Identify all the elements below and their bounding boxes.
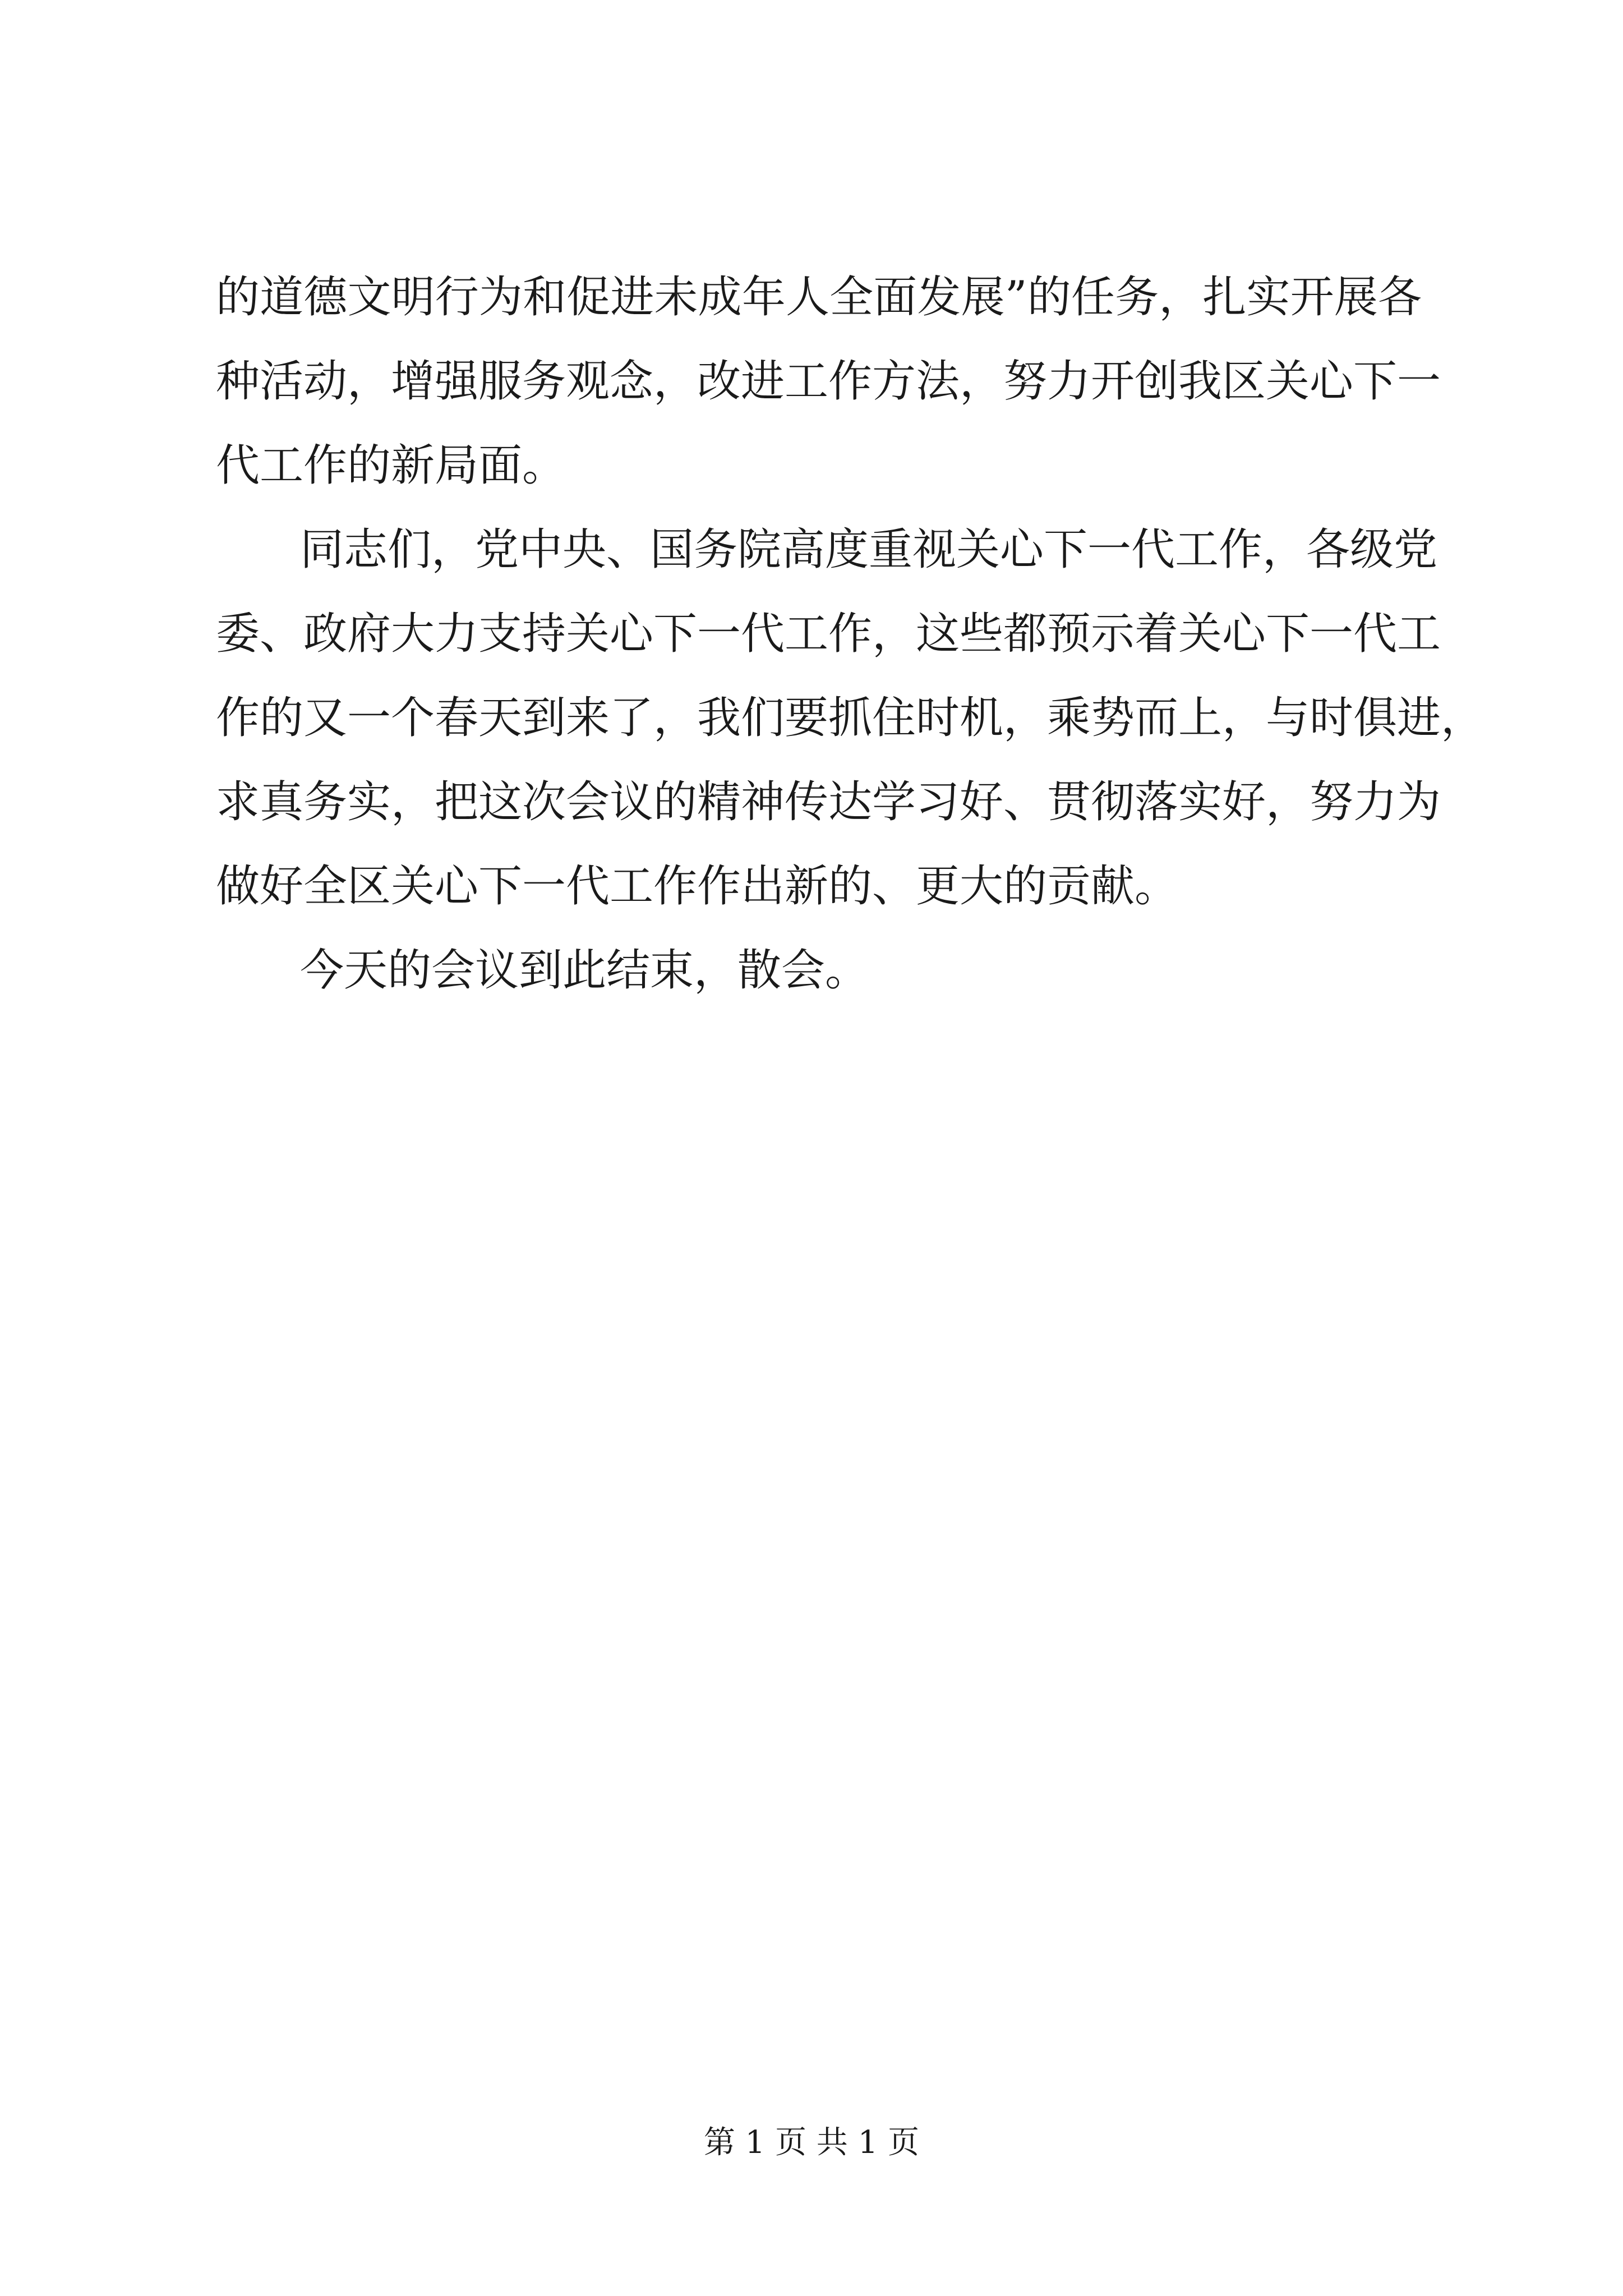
paragraph-1-line-3: 代工作的新局面。 bbox=[216, 440, 566, 491]
paragraph-1-line-1: 的道德文明行为和促进未成年人全面发展”的任务，扎实开展各 bbox=[216, 272, 1422, 323]
paragraph-2-line-1: 同志们，党中央、国务院高度重视关心下一代工作，各级党 bbox=[300, 524, 1438, 575]
paragraph-2-line-4: 求真务实，把这次会议的精神传达学习好、贯彻落实好，努力为 bbox=[216, 777, 1441, 827]
paragraph-1-line-2: 种活动，增强服务观念，改进工作方法，努力开创我区关心下一 bbox=[216, 356, 1441, 407]
paragraph-2-line-3: 作的又一个春天到来了，我们要抓住时机，乘势而上，与时俱进， bbox=[216, 693, 1485, 743]
paragraph-2-line-5: 做好全区关心下一代工作作出新的、更大的贡献。 bbox=[216, 861, 1179, 912]
paragraph-3-line-1: 今天的会议到此结束，散会。 bbox=[300, 945, 869, 996]
page-number-footer: 第 1 页 共 1 页 bbox=[703, 2124, 920, 2161]
paragraph-2-line-2: 委、政府大力支持关心下一代工作，这些都预示着关心下一代工 bbox=[216, 609, 1441, 659]
document-body bbox=[216, 255, 1485, 1013]
